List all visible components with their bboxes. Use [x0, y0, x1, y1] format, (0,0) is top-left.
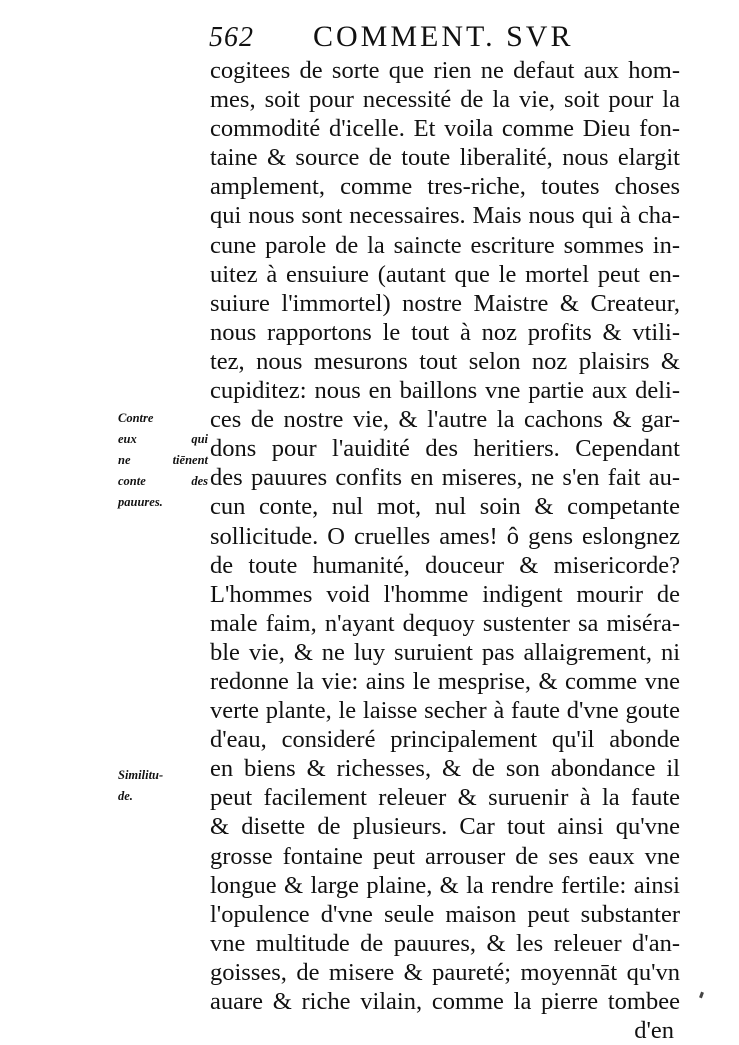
side-note-line: Contre — [118, 411, 154, 425]
text-line: de toute humanité, douceur & misericorde? — [210, 551, 680, 579]
side-note-line: ne tiēnent — [118, 453, 208, 467]
text-line: cogitees de sorte que rien ne defaut aux hom- — [210, 57, 680, 84]
text-line: qui nous sont necessaires. Mais nous qui à cha- — [210, 202, 680, 230]
text-line: goisses, de misere & paureté; moyennāt qu'vn — [210, 958, 680, 986]
text-line: peut facilement releuer & suruenir à la faute — [210, 784, 680, 812]
text-line: sollicitude. O cruelles ames! ô gens eslongnez — [210, 522, 680, 550]
text-line: verte plante, le laisse secher à faute d'vne goute — [210, 697, 680, 725]
text-line: redonne la vie: ains le mesprise, & comme vne — [210, 667, 680, 695]
text-line: cupiditez: nous en baillons vne partie aux deli- — [210, 377, 680, 405]
text-line: dons pour l'auidité des heritiers. Cependant — [210, 435, 680, 463]
text-line: male faim, n'ayant dequoy sustenter sa miséra- — [210, 609, 680, 637]
text-line: nous rapportons le tout à noz profits & vtili- — [210, 318, 680, 346]
text-line: suiure l'immortel) nostre Maistre & Createur, — [210, 289, 680, 317]
text-line: ces de nostre vie, & l'autre la cachons & gar- — [210, 406, 680, 434]
text-line: amplement, comme tres-riche, toutes choses — [210, 173, 680, 201]
side-note-similitude — [118, 765, 208, 807]
side-note-line: conte des — [118, 474, 208, 488]
text-line: cune parole de la saincte escriture sommes in- — [210, 231, 680, 259]
page-header — [205, 18, 685, 54]
text-line: auare & riche vilain, comme la pierre tombee — [210, 988, 680, 1015]
text-line: uitez à ensuiure (autant que le mortel peut en- — [210, 260, 680, 288]
page-number: 562 — [209, 22, 254, 53]
text-line: d'eau, consideré principalement qu'il abonde — [210, 726, 680, 754]
text-line: commodité d'icelle. Et voila comme Dieu fon- — [210, 115, 680, 143]
ink-speck — [699, 992, 704, 999]
side-note-line: Similitu- — [118, 768, 164, 782]
side-note-contre-eux — [118, 408, 208, 513]
text-line: vne multitude de pauures, & les releuer d'an- — [210, 929, 680, 957]
text-line: & disette de plusieurs. Car tout ainsi qu'vne — [210, 813, 680, 841]
side-note-line: de. — [118, 789, 133, 803]
body-text — [210, 56, 680, 1045]
side-note-line: pauures. — [118, 495, 163, 509]
text-line: cun conte, nul mot, nul soin & competante — [210, 493, 680, 521]
text-line: L'hommes void l'homme indigent mourir de — [210, 580, 680, 608]
text-line: longue & large plaine, & la rendre fertile: ainsi — [210, 871, 680, 899]
text-line: en biens & richesses, & de son abondance il — [210, 755, 680, 783]
running-head: COMMENT. SVR — [313, 20, 574, 53]
text-line: taine & source de toute liberalité, nous elargit — [210, 144, 680, 172]
text-line: ble vie, & ne luy suruient pas allaigrement, ni — [210, 638, 680, 666]
text-line: l'opulence d'vne seule maison peut substanter — [210, 900, 680, 928]
text-line: tez, nous mesurons tout selon noz plaisirs & — [210, 347, 680, 375]
text-line: mes, soit pour necessité de la vie, soit pour la — [210, 86, 680, 114]
text-line: des pauures confits en miseres, ne s'en fait au- — [210, 464, 680, 492]
text-line: grosse fontaine peut arrouser de ses eaux vne — [210, 842, 680, 870]
side-note-line: eux qui — [118, 432, 208, 446]
catchword: d'en — [634, 1017, 674, 1045]
